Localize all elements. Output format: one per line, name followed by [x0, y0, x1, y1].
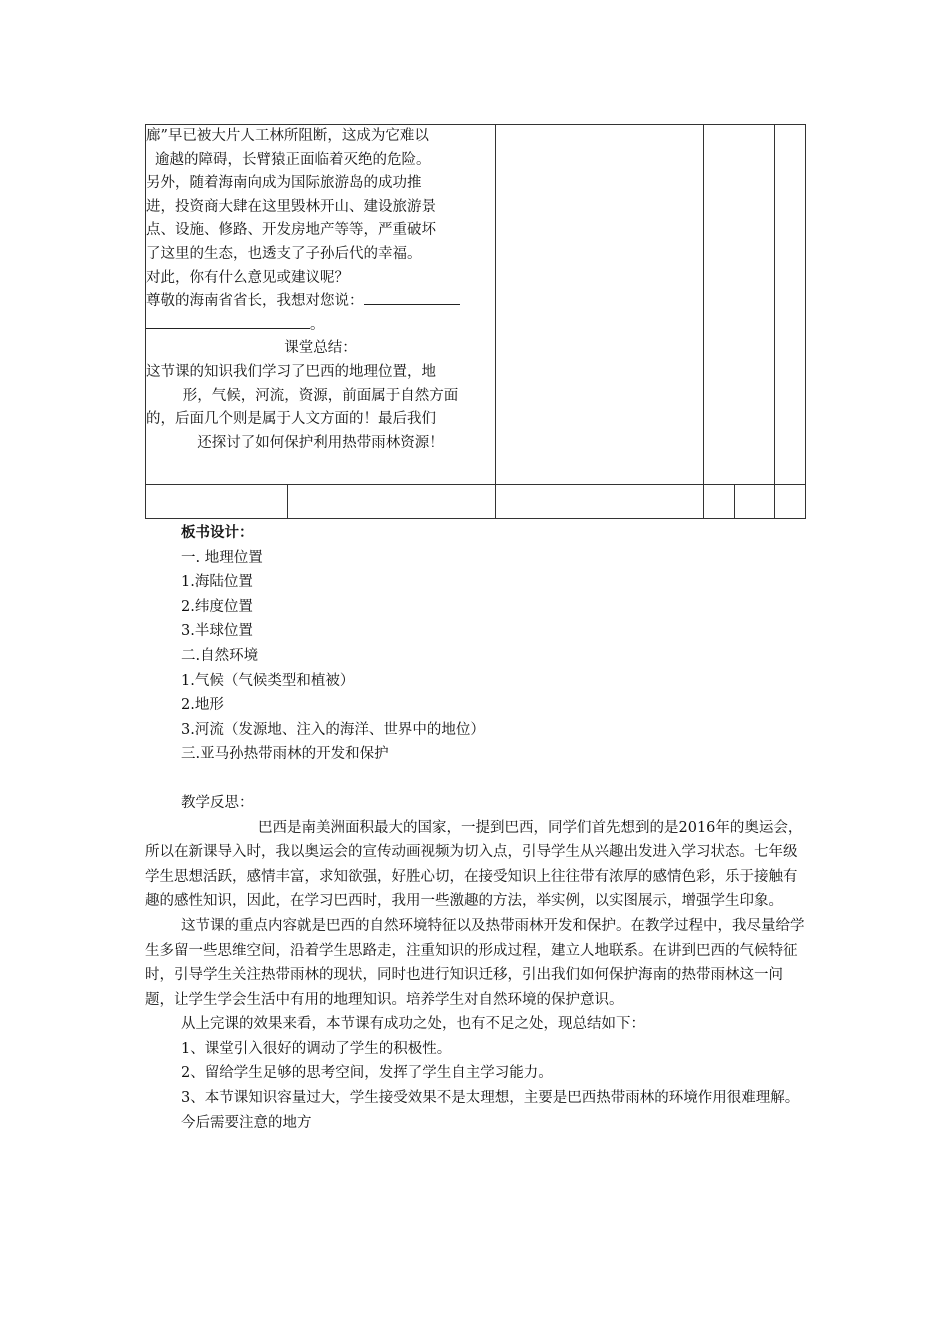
reflection-point: 3、本节课知识容量过大，学生接受效果不是太理想，主要是巴西热带雨林的环境作用很难理解。: [181, 1090, 800, 1107]
reflection-point: 2、留给学生足够的思考空间，发挥了学生自主学习能力。: [181, 1065, 553, 1082]
summary-line: 形，气候，河流，资源，前面属于自然方面: [182, 387, 459, 404]
summary-line: 的，后面几个则是属于人文方面的！最后我们: [146, 411, 436, 428]
board-item: 1.气候（气候类型和植被）: [181, 672, 355, 689]
reflection-paragraph: 巴西是南美洲面积最大的国家，一提到巴西，同学们首先想到的是2016年的奥运会，所以在新课导入时，我以奥运会的宣传动画视频为切入点，引导学生从兴趣出发进入学习状态。七年级学生思想活跃，感情丰富，求知欲强，好胜心切，在接受知识上往往带有浓厚的感情色彩，乐于接触有趣的感性知识，因此，在学习巴西时，我用一些激趣的方法，举实例，以实图展示，增强学生印象。: [145, 819, 803, 910]
board-title: 板书设计：: [181, 524, 254, 541]
cell-line: 廊”早已被大片人工林所阻断，这成为它难以: [146, 128, 429, 144]
board-item: 2.纬度位置: [181, 598, 253, 615]
reflection-closing: 今后需要注意的地方: [181, 1114, 312, 1131]
empty-cell: [703, 485, 734, 519]
reflection-paragraph: 这节课的重点内容就是巴西的自然环境特征以及热带雨林开发和保护。在教学过程中，我尽量给学生多留一些思维空间，沿着学生思路走，注重知识的形成过程，建立人地联系。在讲到巴西的气候特征时，引导学生关注热带雨林的现状，同时也进行知识迁移，引出我们如何保护海南的热带雨林这一问题，让学生学会生活中有用的地理知识。培养学生对自然环境的保护意识。: [145, 917, 805, 1008]
cell-line: 了这里的生态，也透支了子孙后代的幸福。: [146, 245, 422, 262]
cell-line: 逾越的障碍，长臂猿正面临着灭绝的危险。: [155, 151, 431, 168]
empty-cell: [703, 125, 774, 485]
board-item: 一. 地理位置: [181, 549, 263, 566]
cell-line: 另外，随着海南向成为国际旅游岛的成功推: [146, 175, 422, 192]
cell-line: [146, 314, 495, 338]
empty-cell: [288, 485, 496, 519]
empty-cell: [774, 125, 805, 485]
cell-line: 对此，你有什么意见或建议呢？: [146, 269, 349, 286]
empty-cell: [146, 485, 288, 519]
summary-title: 课堂总结：: [284, 340, 357, 357]
lesson-table: [145, 124, 806, 519]
table-row: [146, 125, 806, 485]
table-row: [146, 485, 806, 519]
board-item: 3.河流（发源地、注入的海洋、世界中的地位）: [181, 721, 485, 738]
empty-cell: [774, 485, 805, 519]
empty-cell: [496, 125, 704, 485]
board-item: 3.半球位置: [181, 623, 253, 640]
cell-line: 点、设施、修路、开发房地产等等，严重破坏: [146, 222, 436, 239]
empty-cell: [496, 485, 704, 519]
reflection-title: 教学反思：: [181, 794, 254, 811]
cell-line: 进，投资商大肆在这里毁林开山、建设旅游景: [146, 198, 436, 215]
reflection-point: 1、课堂引入很好的调动了学生的积极性。: [181, 1040, 452, 1057]
board-item: 2.地形: [181, 697, 224, 714]
cell-line: [146, 290, 495, 314]
reflection-paragraph: 从上完课的效果来看，本节课有成功之处，也有不足之处，现总结如下：: [181, 1016, 645, 1033]
spacer: [145, 767, 810, 791]
prompt-text: 尊敬的海南省省长，我想对您说：: [146, 293, 364, 310]
answer-blank: [146, 314, 310, 329]
summary-line: 这节课的知识我们学习了巴西的地理位置，地: [146, 363, 436, 380]
empty-cell: [734, 485, 774, 519]
board-item: 三.亚马孙热带雨林的开发和保护: [181, 746, 389, 763]
board-item: 二.自然环境: [181, 647, 259, 664]
summary-line: 还探讨了如何保护利用热带雨林资源！: [197, 434, 444, 451]
body-section: [145, 521, 810, 1135]
board-item: 1.海陆位置: [181, 574, 253, 591]
blank-end: 。: [310, 316, 325, 333]
answer-blank: [364, 290, 460, 305]
activity-cell: [146, 125, 496, 485]
